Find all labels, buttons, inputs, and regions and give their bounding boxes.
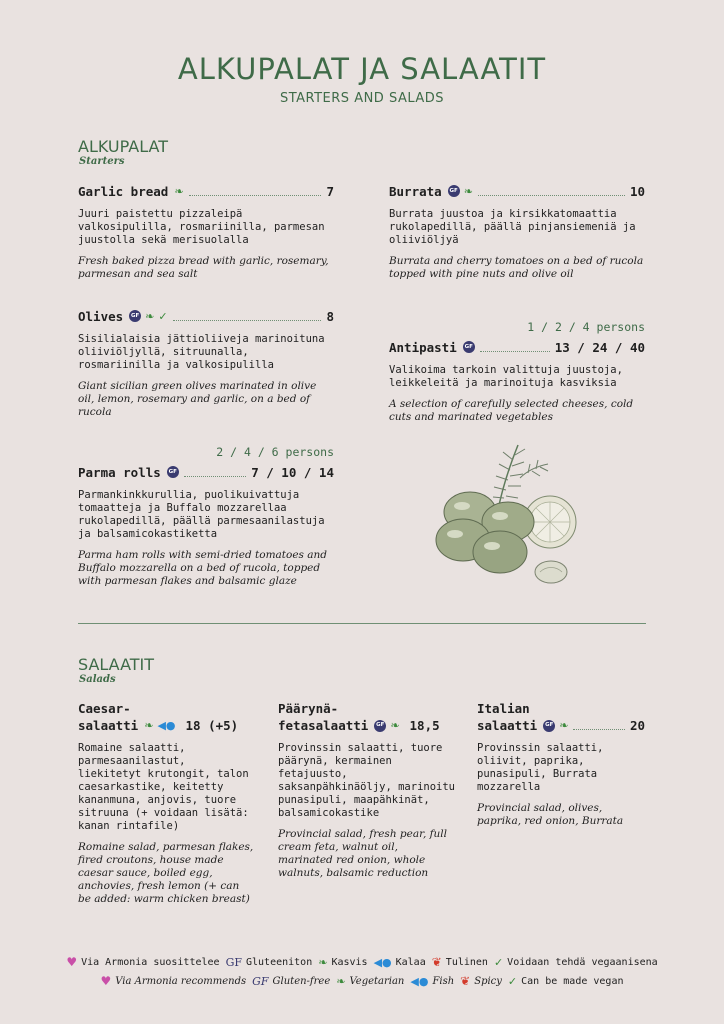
fish-icon: ◀●: [410, 974, 429, 988]
gluten-free-icon: GF: [167, 466, 179, 478]
vegetarian-leaf-icon: ❧: [318, 955, 328, 969]
salads-subheading: Salads: [79, 674, 116, 685]
gluten-free-icon: GF: [129, 310, 141, 322]
vegan-sprout-icon: ✓: [158, 309, 168, 323]
item-name-line1: Päärynä-: [278, 701, 339, 716]
leader-dots: [480, 351, 550, 352]
item-description-fi: Parmankinkkurullia, puolikuivattuja tomaatteja ja Buffalo mozzarellaa rukolapedillä, päällä parmesaanilastuja ja balsamicokastiketta: [78, 489, 325, 540]
item-name: Parma rolls: [78, 464, 161, 480]
item-description-en: Fresh baked pizza bread with garlic, rosemary, parmesan and sea salt: [78, 255, 329, 280]
parma-rolls-persons: 2 / 4 / 6 persons: [216, 445, 334, 459]
leader-dots: [173, 320, 322, 321]
item-name-line2: salaatti: [477, 718, 538, 733]
item-price: 7 / 10 / 14: [251, 464, 334, 480]
menu-item-caesar-salad: [78, 700, 254, 906]
item-price: 20: [629, 718, 645, 733]
leader-dots: [189, 195, 322, 196]
item-name-line2: salaatti: [78, 718, 139, 733]
olives-illustration: [428, 440, 578, 590]
item-description-en: Provincial salad, olives, paprika, red onion, Burrata: [477, 802, 624, 827]
legend-gluten-free: Gluten-free: [272, 975, 331, 987]
item-price: 10: [629, 183, 645, 199]
item-name: Garlic bread: [78, 183, 169, 199]
vegetarian-leaf-icon: ❧: [463, 184, 473, 198]
leader-dots: [573, 729, 625, 730]
item-name: Olives: [78, 308, 124, 324]
item-description-en: Giant sicilian green olives marinated in olive oil, lemon, rosemary and garlic, on a bed of rucola: [78, 380, 317, 418]
item-description-en: Romaine salad, parmesan flakes, fired croutons, house made caesar sauce, boiled egg, anchovies, fresh lemon (+ can be added: warm chicken breast): [78, 841, 254, 905]
item-name-line2: fetasalaatti: [278, 718, 369, 733]
gluten-free-icon: GF: [543, 720, 555, 732]
menu-item-antipasti: [389, 338, 645, 424]
item-name: Burrata: [389, 183, 442, 199]
fish-icon: ◀●: [157, 719, 176, 732]
legend-finnish: [0, 955, 724, 969]
item-description-fi: Juuri paistettu pizzaleipä valkosipulilla, rosmariinilla, parmesan juustolla sekä merisuolalla: [78, 208, 325, 246]
menu-item-parma-rolls: [78, 463, 334, 588]
antipasti-persons: 1 / 2 / 4 persons: [527, 320, 645, 334]
gluten-free-icon: GF: [225, 955, 242, 969]
heart-icon: ♥: [100, 974, 112, 988]
legend-vegetarian: Vegetarian: [349, 975, 405, 987]
item-price: 7: [326, 183, 334, 199]
item-name-line1: Caesar-: [78, 701, 131, 716]
chili-icon: ❦: [460, 974, 471, 988]
legend-recommend: Via Armonia recommends: [115, 975, 247, 987]
item-price: 13 / 24 / 40: [554, 339, 645, 355]
starters-heading: ALKUPALAT: [78, 137, 168, 156]
vegetarian-leaf-icon: ❧: [145, 309, 155, 323]
menu-item-italian-salad: [477, 700, 645, 828]
item-description-fi: Burrata juustoa ja kirsikkatomaattia rukolapedillä, päällä pinjansiemeniä ja oliiviöljyä: [389, 208, 636, 246]
legend-fish: Kalaa: [395, 956, 426, 968]
menu-item-garlic-bread: [78, 182, 334, 281]
item-description-en: Burrata and cherry tomatoes on a bed of rucola topped with pine nuts and olive oil: [389, 255, 644, 280]
gluten-free-icon: GF: [252, 974, 269, 988]
legend-gluten-free: Gluteeniton: [245, 956, 313, 968]
page-title: ALKUPALAT JA SALAATIT: [177, 52, 547, 86]
item-description-fi: Sisilialaisia jättioliiveja marinoituna oliiviöljyllä, sitruunalla, rosmariinilla ja valkosipulilla: [78, 333, 325, 371]
chili-icon: ❦: [431, 955, 442, 969]
legend-english: [0, 974, 724, 988]
item-price: 18 (+5): [185, 718, 239, 733]
item-description-en: Parma ham rolls with semi-dried tomatoes and Buffalo mozzarella on a bed of rucola, topped with parmesan flakes and balsamic glaze: [78, 549, 328, 587]
legend-recommend: Via Armonia suosittelee: [81, 956, 220, 968]
item-price: 18,5: [409, 718, 440, 733]
vegan-sprout-icon: ✓: [507, 974, 518, 988]
gluten-free-icon: GF: [448, 185, 460, 197]
item-description-en: Provincial salad, fresh pear, full cream feta, walnut oil, marinated red onion, whole walnuts, balsamic reduction: [278, 828, 448, 879]
legend-vegan: Can be made vegan: [521, 975, 624, 987]
item-price: 8: [326, 308, 334, 324]
gluten-free-icon: GF: [374, 720, 386, 732]
item-description-fi: Romaine salaatti, parmesaanilastut, liekitetyt krutongit, talon caesarkastike, keitetty kananmuna, anjovis, tuore sitruuna (+ voidaan lisätä: kanan rintafile): [78, 742, 249, 832]
item-description-fi: Provinssin salaatti, oliivit, paprika, punasipuli, Burrata mozzarella: [477, 742, 604, 793]
vegetarian-leaf-icon: ❧: [390, 719, 400, 732]
fish-icon: ◀●: [373, 955, 392, 969]
section-divider: [78, 623, 646, 624]
vegetarian-leaf-icon: ❧: [174, 184, 184, 198]
salads-heading: SALAATIT: [78, 655, 155, 674]
item-description-fi: Valikoima tarkoin valittuja juustoja, leikkeleitä ja marinoituja kasviksia: [389, 364, 623, 389]
legend-spicy: Spicy: [474, 975, 502, 987]
gluten-free-icon: GF: [463, 341, 475, 353]
legend-fish: Fish: [432, 975, 455, 987]
item-name-line1: Italian: [477, 701, 530, 716]
page-subtitle: STARTERS AND SALADS: [279, 91, 445, 106]
menu-item-burrata: [389, 182, 645, 281]
item-description-en: A selection of carefully selected cheeses, cold cuts and marinated vegetables: [389, 398, 634, 423]
starters-subheading: Starters: [79, 156, 125, 167]
item-name: Antipasti: [389, 339, 457, 355]
item-description-fi: Provinssin salaatti, tuore päärynä, kermainen fetajuusto, saksanpähkinäöljy, marinoitu punasipuli, maapähkinät, balsamicokastike: [278, 742, 456, 819]
menu-item-pear-feta-salad: [278, 700, 456, 880]
vegetarian-leaf-icon: ❧: [144, 719, 154, 732]
vegetarian-leaf-icon: ❧: [559, 719, 569, 732]
legend-vegan: Voidaan tehdä vegaanisena: [507, 956, 658, 968]
vegan-sprout-icon: ✓: [493, 955, 504, 969]
menu-item-olives: [78, 307, 334, 419]
legend-spicy: Tulinen: [445, 956, 488, 968]
leader-dots: [478, 195, 625, 196]
heart-icon: ♥: [66, 955, 78, 969]
vegetarian-leaf-icon: ❧: [336, 974, 346, 988]
leader-dots: [184, 476, 246, 477]
legend-vegetarian: Kasvis: [331, 956, 368, 968]
